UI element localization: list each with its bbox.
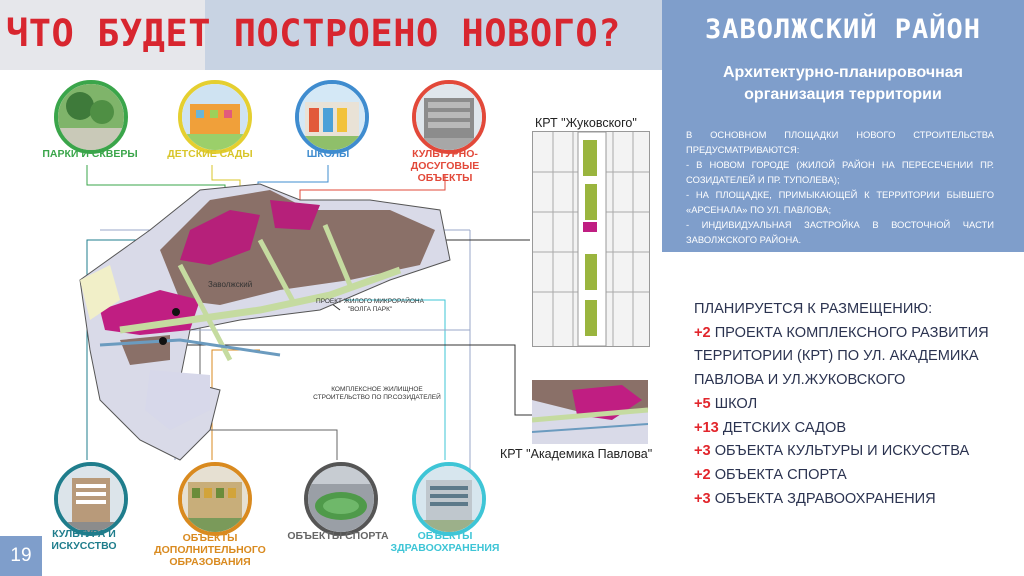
description-line: - ИНДИВИДУАЛЬНАЯ ЗАСТРОЙКА В ВОСТОЧНОЙ ЧАСТИ ЗАВОЛЖСКОГО РАЙОНА. — [686, 219, 994, 245]
planned-count: +2 — [694, 466, 711, 483]
category-label — [385, 148, 505, 184]
district-title: ЗАВОЛЖСКИЙ РАЙОН — [704, 14, 982, 45]
parks-icon — [54, 80, 128, 154]
map-district-label: Заволжский — [208, 280, 253, 289]
page-title: ЧТО БУДЕТ ПОСТРОЕНО НОВОГО? — [6, 12, 621, 55]
planned-heading: ПЛАНИРУЕТСЯ К РАЗМЕЩЕНИЮ: — [694, 301, 933, 317]
culture-leisure-icon — [412, 80, 486, 154]
project-marker — [172, 308, 180, 316]
category-label-text: ОБЪЕКТЫ ЗДРАВООХРАНЕНИЯ — [390, 530, 500, 554]
project-marker — [159, 337, 167, 345]
category-label-text: ШКОЛЫ — [306, 148, 350, 160]
subtitle-line: организация территории — [744, 86, 942, 103]
planned-item — [694, 393, 1014, 417]
planned-text: ОБЪЕКТА ЗДРАВООХРАНЕНИЯ — [710, 490, 936, 507]
planned-item — [694, 417, 1014, 441]
category-label-text: ДЕТСКИЕ САДЫ — [167, 148, 253, 160]
krt-zhukovskogo-map — [532, 131, 650, 347]
planned-text: ОБЪЕКТА КУЛЬТУРЫ И ИСКУССТВА — [710, 443, 970, 460]
district-subtitle — [672, 62, 1014, 106]
planned-count: +3 — [694, 490, 711, 507]
description-line: В ОСНОВНОМ ПЛОЩАДКИ НОВОГО СТРОИТЕЛЬСТВА ПРЕДУСМАТРИВАЮТСЯ: — [686, 129, 994, 155]
planned-item — [694, 322, 1014, 346]
planned-count: +13 — [694, 419, 719, 436]
extra-education-icon — [178, 462, 252, 536]
description-line: - В НОВОМ ГОРОДЕ (ЖИЛОЙ РАЙОН НА ПЕРЕСЕЧЕНИИ ПР. СОЗИДАТЕЛЕЙ И ПР. ТУПОЛЕВА); — [686, 159, 994, 185]
category-label-text: ОБЪЕКТЫ ДОПОЛНИТЕЛЬНОГО ОБРАЗОВАНИЯ — [154, 532, 266, 568]
healthcare-icon — [412, 462, 486, 536]
planned-item — [694, 464, 1014, 488]
krt-pavlova-label: КРТ "Академика Павлова" — [500, 447, 653, 461]
planned-text: ДЕТСКИХ САДОВ — [718, 419, 847, 436]
category-label — [385, 530, 505, 554]
map-note-sozidateley: КОМПЛЕКСНОЕ ЖИЛИЩНОЕ СТРОИТЕЛЬСТВО ПО ПР.СОЗИДАТЕЛЕЙ — [313, 386, 441, 401]
planned-item — [694, 440, 1014, 464]
category-label — [150, 532, 270, 568]
planned-text: ТЕРРИТОРИИ (КРТ) ПО УЛ. АКАДЕМИКА — [694, 348, 979, 365]
subtitle-line: Архитектурно-планировочная — [722, 64, 963, 81]
category-label — [150, 148, 270, 160]
planned-text: ШКОЛ — [710, 395, 758, 412]
school-icon — [295, 80, 369, 154]
category-label-text: КУЛЬТУРНО-ДОСУГОВЫЕ ОБЪЕКТЫ — [410, 148, 480, 184]
planned-count: +5 — [694, 395, 711, 412]
planned-item — [694, 369, 1014, 393]
district-description — [686, 127, 994, 247]
page-number: 19 — [0, 536, 42, 576]
planned-count: +3 — [694, 443, 711, 460]
category-label — [278, 530, 398, 542]
planned-text: ПРОЕКТА КОМПЛЕКСНОГО РАЗВИТИЯ — [710, 324, 989, 341]
planned-list — [694, 298, 1014, 511]
category-label-text: ОБЪЕКТЫ СПОРТА — [287, 530, 389, 542]
district-map — [60, 170, 530, 470]
description-line: - НА ПЛОЩАДКЕ, ПРИМЫКАЮЩЕЙ К ТЕРРИТОРИИ БЫВШЕГО «АРСЕНАЛА» ПО УЛ. ПАВЛОВА; — [686, 189, 994, 215]
kindergarten-icon — [178, 80, 252, 154]
planned-text: ПАВЛОВА И УЛ.ЖУКОВСКОГО — [694, 372, 906, 389]
krt-zhukovskogo-label: КРТ "Жуковского" — [535, 116, 637, 130]
planned-item — [694, 345, 1014, 369]
category-label-text: ПАРКИ И СКВЕРЫ — [42, 148, 138, 160]
planned-text: ОБЪЕКТА СПОРТА — [710, 466, 847, 483]
category-label — [268, 148, 388, 160]
category-label — [26, 528, 142, 552]
category-label-text: КУЛЬТУРА И ИСКУССТВО — [51, 528, 117, 552]
category-label — [30, 148, 150, 160]
planned-count: +2 — [694, 324, 711, 341]
map-note-volga-park: ПРОЕКТ ЖИЛОГО МИКРОРАЙОНА "ВОЛГА ПАРК" — [316, 298, 424, 313]
krt-pavlova-map — [532, 380, 648, 444]
culture-arts-icon — [54, 462, 128, 536]
sports-icon — [304, 462, 378, 536]
planned-item — [694, 488, 1014, 512]
